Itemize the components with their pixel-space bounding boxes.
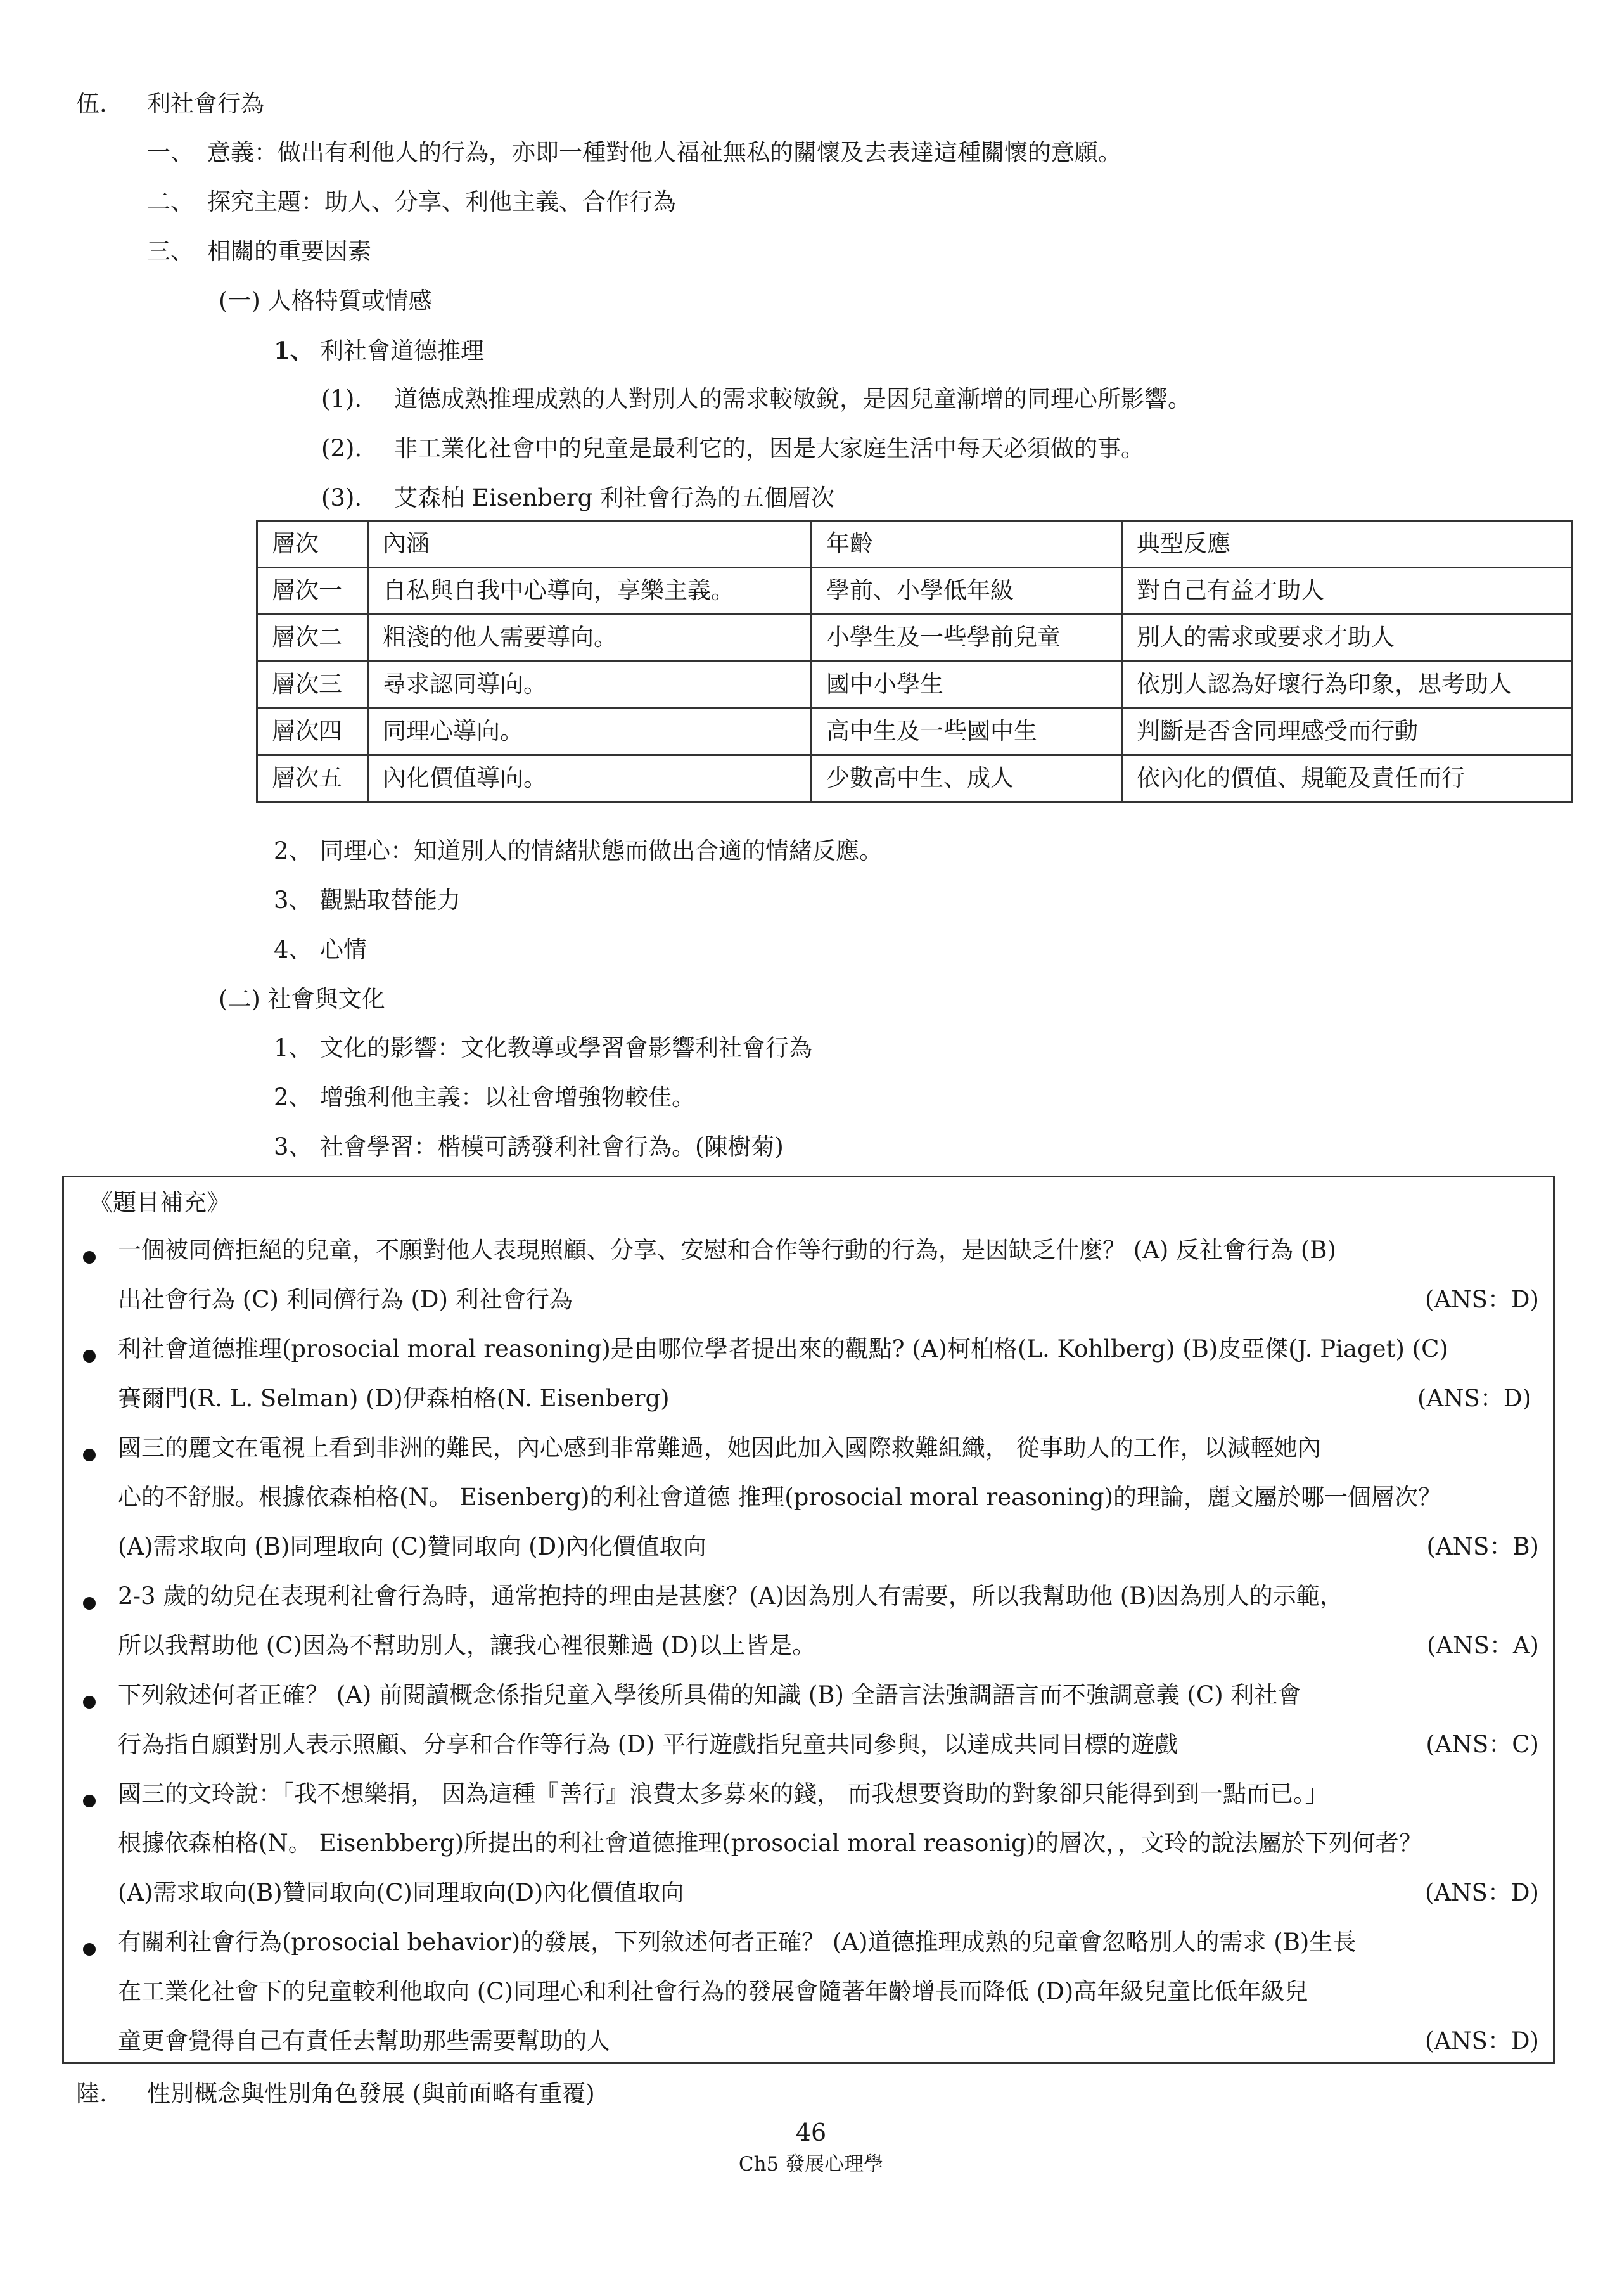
table-row	[257, 709, 1572, 755]
question-supplement-box: 《題目補充》 一個被同儕拒絕的兒童，不願對他人表現照顧、分享、安慰和合作等行動的行為，是因缺乏什麼？ (A) 反社會行為 (B) 出社會行為 (C) 利同儕行為 (D) 利社會行為 (ANS：D) 利社會道德推理(prosocial moral reasoning)是由哪位學者提出來的觀點? (A)柯柏格(L. Kohlberg) (B)皮亞傑(J. Piaget) (C) 賽爾門(R. L. Selman) (D)伊森柏格(N. Eisenberg) (ANS：D) 國三的麗文在電視上看到非洲的難民，內心感到非常難過，她因此加入國際救難組織， 從事助人的工作，以減輕她內 心的不舒服。根據依森柏格(N。 Eisenberg)的利社會道德 推理(prosocial moral reasoning)的理論，麗文屬於哪一個層次？ (A)需求取向 (B)同理取向 (C)贊同取向 (D)內化價值取向 (ANS：B) 2-3 歲的幼兒在表現利社會行為時，通常抱持的理由是甚麼？(A)因為別人有需要，所以我幫助他 (B)因為別人的示範， 所以我幫助他 (C)因為不幫助別人，讓我心裡很難過 (D)以上皆是。 (ANS：A) 下列敘述何者正確？ (A) 前閱讀概念係指兒童入學後所具備的知識 (B) 全語言法強調語言而不強調意義 (C) 利社會 行為指自願對別人表示照顧、分享和合作等行為 (D) 平行遊戲指兒童共同參與，以達成共同目標的遊戲 (ANS：C) 國三的文玲說：「我不想樂捐， 因為這種『善行』浪費太多募來的錢， 而我想要資助的對象卻只能得到到一點而已。」 根據依森柏格(N。 Eisenbberg)所提出的利社會道德推理(prosocial moral reasonig)的層次，，文玲的說法屬於下列何者？ (A)需求取向(B)贊同取向(C)同理取向(D)內化價值取向 (ANS：D) 有關利社會行為(prosocial behavior)的發展，下列敘述何者正確？ (A)道德推理成熟的兒童會忽略別人的需求 (B)生長 在工業化社會下的兒童較利他取向 (C)同理心和利社會行為的發展會隨著年齡增長而降低 (D)高年級兒童比低年級兒 童更會覺得自己有責任去幫助那些需要幫助的人 (ANS：D)	[62, 1176, 1555, 2064]
section-heading	[76, 2080, 595, 2108]
table-cell: 層次五	[257, 755, 368, 802]
table-cell: 別人的需求或要求才助人	[1122, 615, 1572, 662]
answer-label: (ANS：A)	[1426, 1632, 1539, 1659]
table-cell: 對自己有益才助人	[1122, 568, 1572, 615]
list-item: (1). 道德成熟推理成熟的人對別人的需求較敏銳，是因兒童漸增的同理心所影響。	[321, 385, 1191, 413]
list-item: (3). 艾森柏 Eisenberg 利社會行為的五個層次	[321, 484, 835, 511]
answer-label: (ANS：D)	[1425, 1879, 1539, 1906]
table-cell: 學前、小學低年級	[812, 568, 1122, 615]
table-header-cell: 層次	[257, 521, 368, 568]
answer-label: (ANS：D)	[1417, 1385, 1531, 1412]
table-row	[257, 662, 1572, 709]
table-cell: 小學生及一些學前兒童	[812, 615, 1122, 662]
list-item: 3、 觀點取替能力	[274, 887, 461, 914]
table-cell: 依別人認為好壞行為印象，思考助人	[1122, 662, 1572, 709]
list-item: 3、 社會學習：楷模可誘發利社會行為。(陳樹菊)	[274, 1133, 784, 1160]
table-header-row	[257, 521, 1572, 568]
list-item: 1、 文化的影響：文化教導或學習會影響利社會行為	[274, 1034, 812, 1061]
bullet-icon	[83, 1350, 96, 1363]
bullet-icon	[83, 1795, 96, 1807]
table-cell: 高中生及一些國中生	[812, 709, 1122, 755]
supplement-title: 《題目補充》	[89, 1189, 230, 1216]
chapter-footer: Ch5 發展心理學	[738, 2153, 884, 2176]
section-marker: 陸.	[76, 2080, 107, 2107]
bullet-icon	[83, 1597, 96, 1610]
subsection-title: (二) 社會與文化	[219, 985, 385, 1013]
answer-label: (ANS：C)	[1426, 1731, 1539, 1758]
bullet-icon	[83, 1696, 96, 1709]
table-row	[257, 755, 1572, 802]
table-header-cell: 年齡	[812, 521, 1122, 568]
table-cell: 內化價值導向。	[368, 755, 812, 802]
page-number: 46	[795, 2119, 827, 2146]
table-cell: 判斷是否含同理感受而行動	[1122, 709, 1572, 755]
bullet-icon	[83, 1943, 96, 1956]
bullet-icon	[83, 1449, 96, 1461]
table-cell: 尋求認同導向。	[368, 662, 812, 709]
section-title: 利社會行為	[147, 90, 264, 117]
table-cell: 同理心導向。	[368, 709, 812, 755]
list-item: 三、 相關的重要因素	[147, 238, 371, 265]
list-item: 二、 探究主題：助人、分享、利他主義、合作行為	[147, 188, 676, 215]
table-cell: 層次一	[257, 568, 368, 615]
list-item: 一、 意義：做出有利他人的行為，亦即一種對他人福祉無私的關懷及去表達這種關懷的意願。	[147, 139, 1121, 166]
table-cell: 層次四	[257, 709, 368, 755]
section-marker: 伍.	[76, 90, 107, 117]
section-title: 性別概念與性別角色發展 (與前面略有重覆)	[147, 2080, 595, 2107]
list-item: 1、 利社會道德推理	[274, 337, 484, 364]
list-item: 4、 心情	[274, 936, 367, 963]
table-cell: 粗淺的他人需要導向。	[368, 615, 812, 662]
list-item: 2、 同理心：知道別人的情緒狀態而做出合適的情緒反應。	[274, 837, 883, 864]
table-header-cell: 內涵	[368, 521, 812, 568]
eisenberg-levels-table	[256, 520, 1573, 803]
answer-label: (ANS：D)	[1425, 1286, 1539, 1313]
list-item: 2、 增強利他主義：以社會增強物較佳。	[274, 1084, 695, 1111]
table-cell: 國中小學生	[812, 662, 1122, 709]
table-cell: 自私與自我中心導向，享樂主義。	[368, 568, 812, 615]
table-cell: 層次二	[257, 615, 368, 662]
subsection-title: (一) 人格特質或情感	[219, 287, 432, 314]
table-row	[257, 568, 1572, 615]
table-row	[257, 615, 1572, 662]
list-item: (2). 非工業化社會中的兒童是最利它的，因是大家庭生活中每天必須做的事。	[321, 435, 1144, 462]
table-cell: 少數高中生、成人	[812, 755, 1122, 802]
table-cell: 層次三	[257, 662, 368, 709]
answer-label: (ANS：B)	[1426, 1533, 1539, 1560]
table-cell: 依內化的價值、規範及責任而行	[1122, 755, 1572, 802]
bullet-icon	[83, 1251, 96, 1264]
table-header-cell: 典型反應	[1122, 521, 1572, 568]
section-heading	[76, 90, 264, 118]
answer-label: (ANS：D)	[1425, 2027, 1539, 2055]
